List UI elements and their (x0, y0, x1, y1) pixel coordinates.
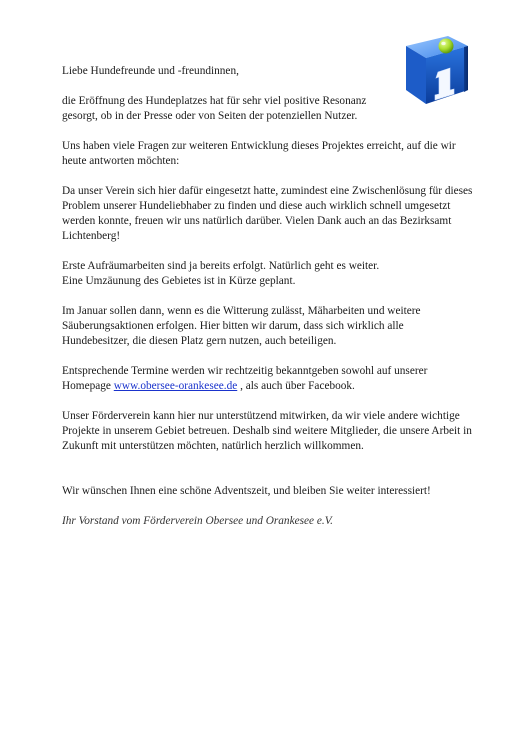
paragraph-members: Unser Förderverein kann hier nur unterstützend mitwirken, da wir viele andere wichtige Projekte in unserem Gebiet betreuen. Deshalb sind weitere Mitglieder, die unsere Arbeit in Zukunft mit unterstützen möchten, natürlich herzlich willkommen. (62, 409, 472, 453)
letter-body (62, 64, 474, 544)
signature: Ihr Vorstand vom Förderverein Obersee und Orankesee e.V. (62, 515, 333, 528)
paragraph-interim-solution: Da unser Verein sich hier dafür eingesetzt hatte, zumindest eine Zwischenlösung für dieses Problem unserer Hundeliebhaber zu finden und diese auch wirklich schnell umgesetzt werden konnte, freuen wir uns natürlich darüber. Vielen Dank auch an das Bezirksamt Lichtenberg! (62, 184, 473, 243)
paragraph-january: Im Januar sollen dann, wenn es die Witterung zulässt, Mäharbeiten und weitere Säuberungsaktionen erfolgen. Hier bitten wir darum, dass sich wirklich alle Hundebesitzer, die diesen Platz gern nutzen, auch beteiligen. (62, 304, 421, 348)
greeting: Liebe Hundefreunde und -freundinnen, (62, 65, 239, 77)
paragraph-dates-tail: , als auch über Facebook. (237, 380, 355, 393)
homepage-link[interactable]: www.obersee-orankesee.de (113, 380, 238, 393)
paragraph-cleanup (62, 259, 474, 289)
paragraph-dates (62, 364, 474, 394)
paragraph-opening (62, 94, 474, 124)
paragraph-cleanup-line-2: Eine Umzäunung des Gebietes ist in Kürze geplant. (62, 275, 296, 288)
paragraph-questions: Uns haben viele Fragen zur weiteren Entwicklung dieses Projektes erreicht, auf die wir heute antworten möchten: (62, 139, 456, 167)
paragraph-dates-text: Entsprechende Termine werden wir rechtzeitig bekanntgeben sowohl auf unserer Homepage (62, 364, 428, 393)
paragraph-opening-line-1: die Eröffnung des Hundeplatzes hat für sehr viel positive Resonanz (62, 94, 367, 107)
paragraph-opening-line-2: gesorgt, ob in der Presse oder von Seiten der potenziellen Nutzer. (62, 109, 358, 122)
closing-line: Wir wünschen Ihnen eine schöne Adventszeit, und bleiben Sie weiter interessiert! (62, 485, 431, 498)
paragraph-cleanup-line-1: Erste Aufräumarbeiten sind ja bereits erfolgt. Natürlich geht es weiter. (62, 259, 380, 272)
